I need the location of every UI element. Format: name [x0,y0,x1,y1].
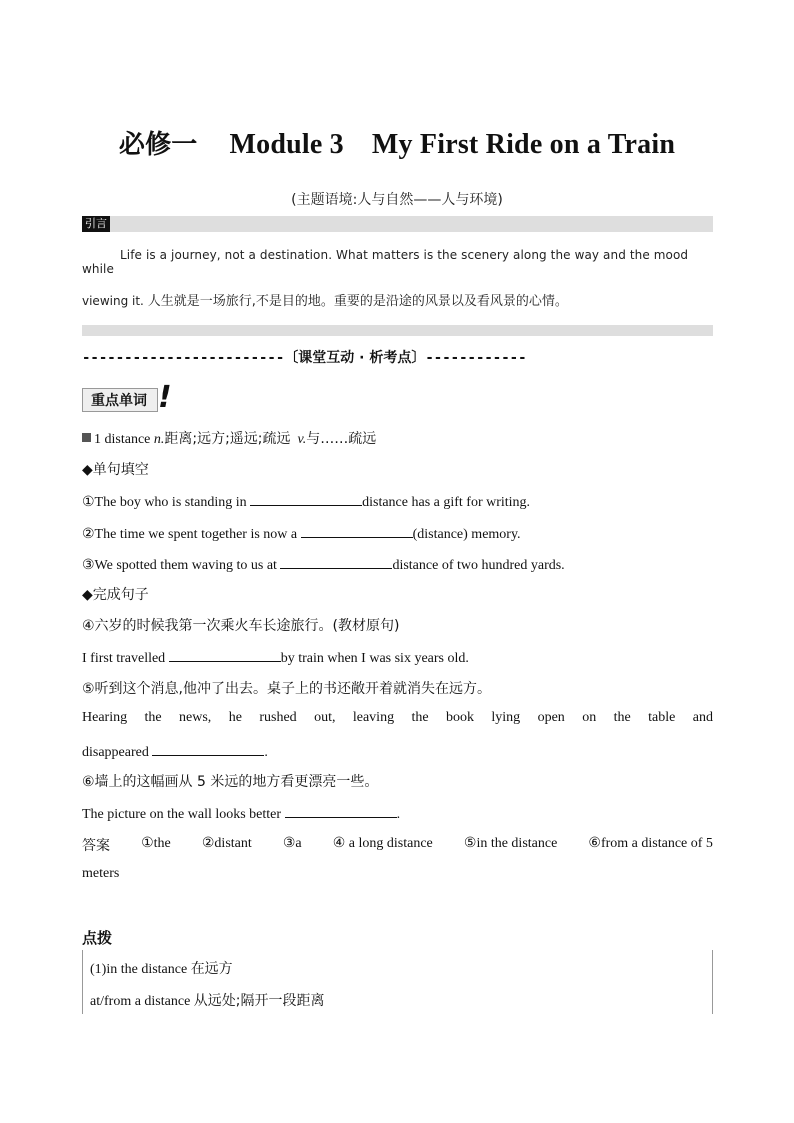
vocab-word: 1 distance [94,432,151,447]
answer-label: 答案 [82,838,110,854]
vocab-pos-n: n. [153,432,165,447]
fill-item-2 [82,523,713,543]
vocab-pos-v: v. [297,432,307,447]
q5-word: lying [491,710,521,725]
dianbo-line-2-cn: 从远处;隔开一段距离 [193,993,325,1009]
q5-word: the [613,710,631,725]
page-title [0,124,794,161]
q5-word: book [446,710,474,725]
section-dashes-left: ------------------------ [82,350,285,366]
fill-2-pre: ②The time we spent together is now a [82,527,298,542]
section-dashes-right: ------------ [425,350,527,366]
dianbo-line-1-en: (1)in the distance [90,962,188,977]
fill-1-pre: ①The boy who is standing in [82,495,247,510]
fill-heading: ◆单句填空 [82,462,149,478]
q5-word: he [228,710,242,725]
answer-item: ①the [141,836,171,851]
fill-3-pre: ③We spotted them waving to us at [82,558,277,573]
intro-header-bar [82,216,713,232]
complete-heading: ◆完成句子 [82,587,149,603]
section-title: 〔课堂互动 · 析考点〕 [284,350,426,366]
q6-post: . [396,807,401,822]
q5-word: the [144,710,162,725]
intro-quote-cn: 人生就是一场旅行,不是目的地。重要的是沿途的风景以及看风景的心情。 [147,294,568,309]
answer-items [82,835,713,855]
vocab-badge: 重点单词 [82,388,158,412]
answer-continued: meters [82,866,120,881]
fill-2-post: (distance) memory. [412,527,521,542]
q5-en-line-2 [82,741,713,761]
fill-3-post: distance of two hundred yards. [392,558,565,573]
fill-item-1 [82,491,713,511]
dianbo-title: 点拨 [82,929,113,947]
intro-tag: 引言 [82,216,110,232]
exclamation-icon: ! [158,380,172,415]
intro-quote-en-end: viewing it. [82,294,144,308]
dianbo-line-1-cn: 在远方 [190,961,233,977]
q6-blank[interactable] [285,803,397,818]
dianbo-line-1 [90,958,233,978]
q5-word: news, [179,710,212,725]
q4-post: by train when I was six years old. [280,651,469,666]
intro-quote-line-2 [82,290,713,309]
q4-blank[interactable] [169,647,281,662]
q5-words [82,710,713,726]
q5-word: the [411,710,429,725]
title-cn: 必修一 [118,130,198,160]
answer-item: ⑥from a distance of 5 [588,836,713,851]
q4-pre: I first travelled [82,651,166,666]
q5-word: table [648,710,676,725]
section-header [82,346,713,370]
answer-item: ⑤in the distance [463,836,558,851]
intro-quote-line-1: Life is a journey, not a destination. What matters is the scenery along the way and the mood while [82,248,689,276]
q5-word: open [537,710,565,725]
q5-cn: ⑤听到这个消息,他冲了出去。桌子上的书还敞开着就消失在远方。 [82,681,491,697]
fill-3-blank[interactable] [280,554,392,569]
q6-cn: ⑥墙上的这幅画从 5 米远的地方看更漂亮一些。 [82,774,379,790]
q5-word: Hearing [82,710,128,725]
answer-item: ④ a long distance [332,836,433,851]
q5-en-line-1 [82,710,713,726]
answer-label-wrap [82,835,110,855]
q5-word: and [692,710,713,725]
q5-line2-pre: disappeared [82,745,149,760]
title-module: Module 3 [229,129,344,160]
q5-word: rushed [259,710,297,725]
q5-word: leaving [352,710,395,725]
q5-word: on [582,710,597,725]
q5-line2-post: . [264,745,268,760]
vocab-meaning-n: 距离;远方;遥远;疏远 [164,431,291,447]
vocab-entry [82,428,713,448]
q5-blank[interactable] [152,741,264,756]
fill-1-blank[interactable] [250,491,362,506]
section-divider-bar [82,325,713,336]
q5-word: out, [314,710,336,725]
page-subtitle: (主题语境:人与自然——人与环境) [291,192,503,208]
q6-en [82,803,713,823]
dianbo-line-2 [90,990,325,1010]
answer-line [82,835,713,855]
answer-item: ③a [282,836,302,851]
dianbo-line-2-en: at/from a distance [90,994,191,1009]
title-en: My First Ride on a Train [371,129,676,160]
fill-2-blank[interactable] [301,523,413,538]
square-bullet-icon [82,433,91,442]
q4-en [82,647,713,667]
vocab-meaning-v: 与……疏远 [306,431,377,447]
dianbo-box [82,950,713,1014]
answer-item: ②distant [201,836,252,851]
q6-pre: The picture on the wall looks better [82,807,282,822]
fill-1-post: distance has a gift for writing. [362,495,531,510]
q4-cn: ④六岁的时候我第一次乘火车长途旅行。(教材原句) [82,618,400,634]
fill-item-3 [82,554,713,574]
